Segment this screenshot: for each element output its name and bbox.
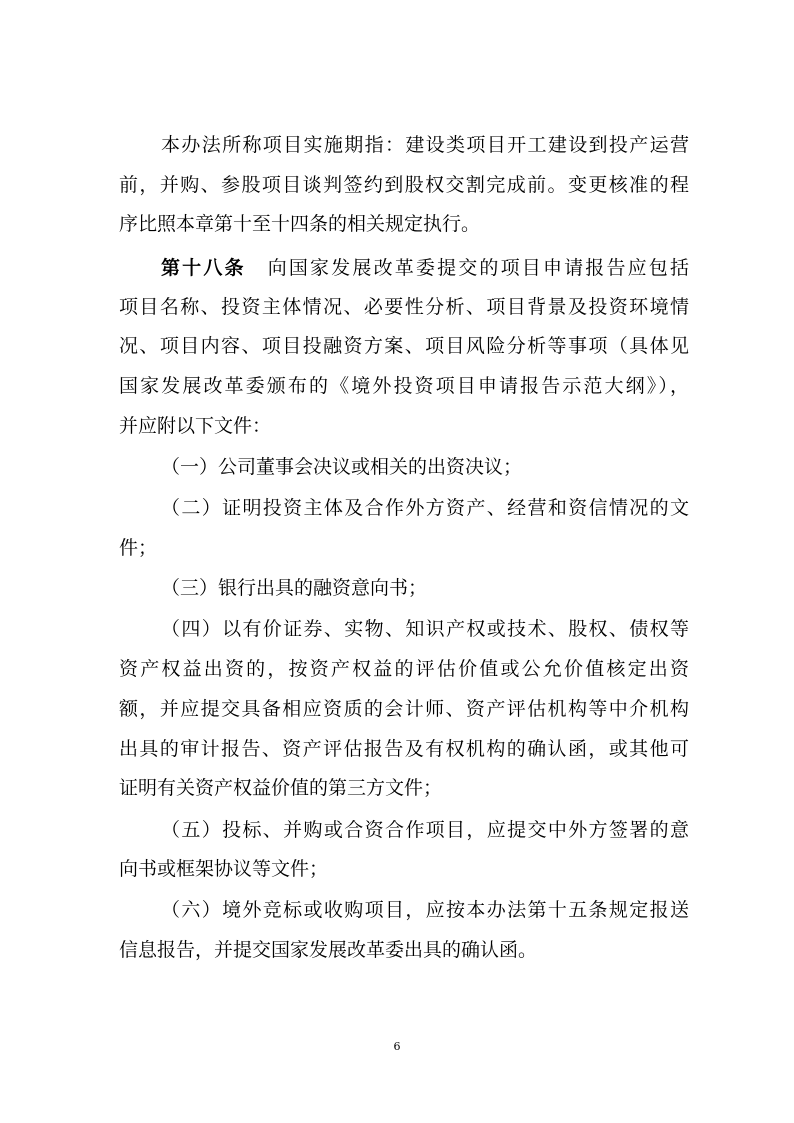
article-18-line-1 bbox=[161, 256, 689, 280]
item-5-line-1: （五）投标、并购或合资合作项目，应提交中外方签署的意 bbox=[161, 819, 689, 841]
item-3-line-1: （三）银行出具的融资意向书； bbox=[161, 577, 428, 599]
article-18-line-4: 国家发展改革委颁布的《境外投资项目申请报告示范大纲》）， bbox=[119, 375, 689, 397]
item-6-line-1: （六）境外竞标或收购项目，应按本办法第十五条规定报送 bbox=[161, 899, 689, 921]
item-4-line-5: 证明有关资产权益价值的第三方文件； bbox=[119, 777, 443, 799]
item-4-line-2: 资产权益出资的，按资产权益的评估价值或公允价值核定出资 bbox=[119, 658, 689, 680]
article-18-line-3: 况、项目内容、项目投融资方案、项目风险分析等事项（具体见 bbox=[119, 335, 689, 357]
paragraph-1-line-1: 本办法所称项目实施期指：建设类项目开工建设到投产运营 bbox=[161, 134, 689, 156]
article-18-line-1-text: 向国家发展改革委提交的项目申请报告应包括 bbox=[267, 257, 689, 279]
item-4-line-3: 额，并应提交具备相应资质的会计师、资产评估机构等中介机构 bbox=[119, 698, 689, 720]
article-heading: 第十八条 bbox=[161, 257, 246, 279]
article-18-line-5: 并应附以下文件： bbox=[119, 415, 272, 437]
page-number: 6 bbox=[393, 1040, 401, 1053]
paragraph-1-line-2: 前，并购、参股项目谈判签约到股权交割完成前。变更核准的程 bbox=[119, 174, 689, 196]
item-1-line-1: （一）公司董事会决议或相关的出资决议； bbox=[161, 456, 523, 478]
item-4-line-4: 出具的审计报告、资产评估报告及有权机构的确认函，或其他可 bbox=[119, 738, 689, 760]
item-2-line-1: （二）证明投资主体及合作外方资产、经营和资信情况的文 bbox=[161, 497, 689, 519]
item-5-line-2: 向书或框架协议等文件； bbox=[119, 858, 329, 880]
item-6-line-2: 信息报告，并提交国家发展改革委出具的确认函。 bbox=[119, 939, 538, 961]
paragraph-1-line-3: 序比照本章第十至十四条的相关规定执行。 bbox=[119, 213, 481, 235]
item-2-line-2: 件； bbox=[119, 537, 158, 559]
article-18-line-2: 项目名称、投资主体情况、必要性分析、项目背景及投资环境情 bbox=[119, 296, 689, 318]
item-4-line-1: （四）以有价证券、实物、知识产权或技术、股权、债权等 bbox=[161, 618, 689, 640]
